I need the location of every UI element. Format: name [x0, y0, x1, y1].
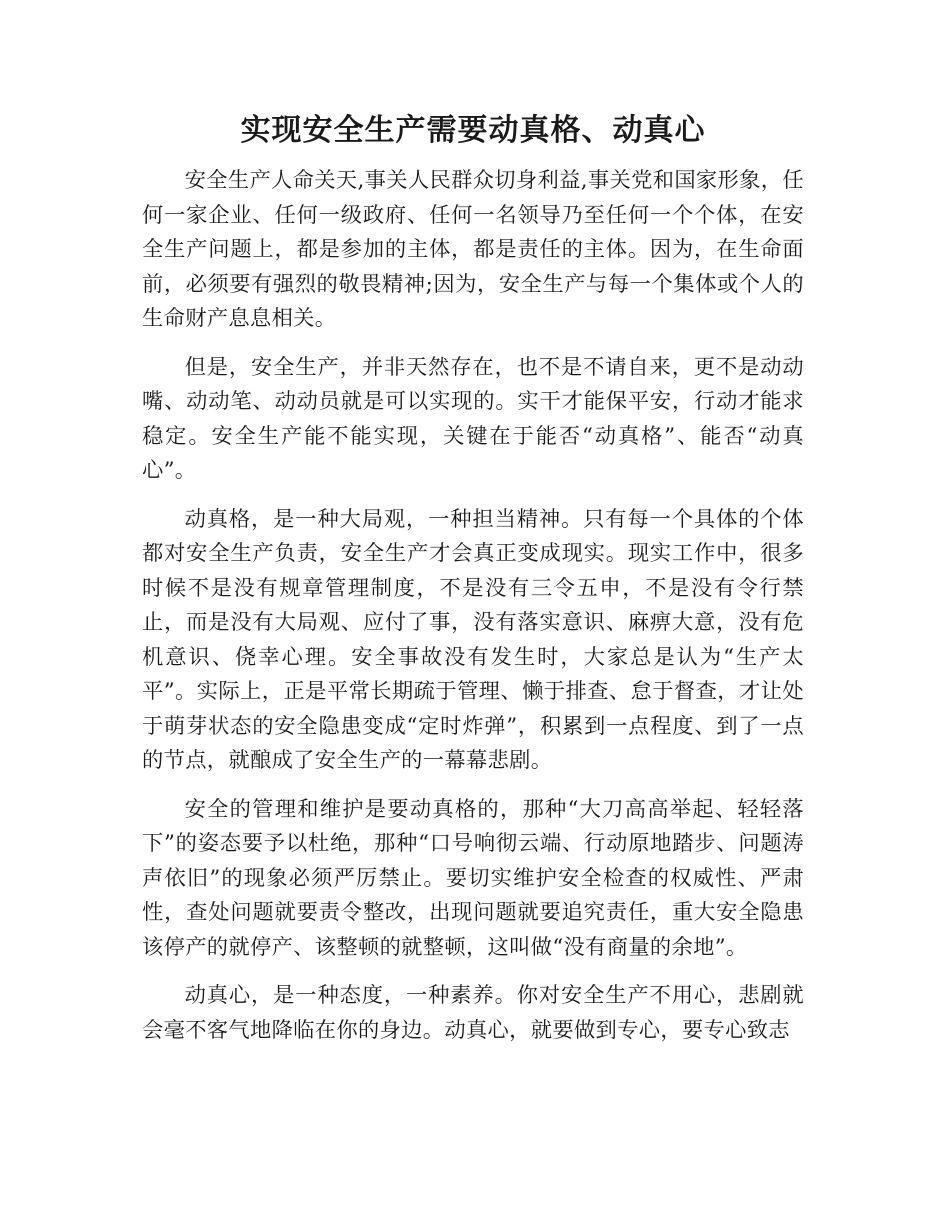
paragraph-3: 动真格，是一种大局观，一种担当精神。只有每一个具体的个体都对安全生产负责，安全生产才会真正变成现实。现实工作中，很多时候不是没有规章管理制度，不是没有三令五申，不是没有令行禁止，而是没有大局观、应付了事，没有落实意识、麻痹大意，没有危机意识、侥幸心理。安全事故没有发生时，大家总是认为“生产太平”。实际上，正是平常长期疏于管理、懒于排查、怠于督查，才让处于萌芽状态的安全隐患变成“定时炸弹”，积累到一点程度、到了一点的节点，就酿成了安全生产的一幕幕悲剧。: [142, 506, 804, 773]
document-page: [142, 108, 804, 1062]
paragraph-4: 安全的管理和维护是要动真格的，那种“大刀高高举起、轻轻落下”的姿态要予以杜绝，那种“口号响彻云端、行动原地踏步、问题涛声依旧”的现象必须严厉禁止。要切实维护安全检查的权威性、严肃性，查处问题就要责令整改，出现问题就要追究责任，重大安全隐患该停产的就停产、该整顿的就整顿，这叫做“没有商量的余地”。: [142, 796, 804, 960]
document-title: 实现安全生产需要动真格、动真心: [240, 113, 706, 148]
paragraph-5: 动真心，是一种态度，一种素养。你对安全生产不用心，悲剧就会毫不客气地降临在你的身边。动真心，就要做到专心，要专心致志: [142, 983, 804, 1043]
paragraph-1: 安全生产人命关天,事关人民群众切身利益,事关党和国家形象，任何一家企业、任何一级政府、任何一名领导乃至任何一个个体，在安全生产问题上，都是参加的主体，都是责任的主体。因为，在生命面前，必须要有强烈的敬畏精神;因为，安全生产与每一个集体或个人的生命财产息息相关。: [142, 168, 804, 331]
paragraph-2: 但是，安全生产，并非天然存在，也不是不请自来，更不是动动嘴、动动笔、动动员就是可以实现的。实干才能保平安，行动才能求稳定。安全生产能不能实现，关键在于能否“动真格”、能否“动真心”。: [142, 354, 804, 483]
